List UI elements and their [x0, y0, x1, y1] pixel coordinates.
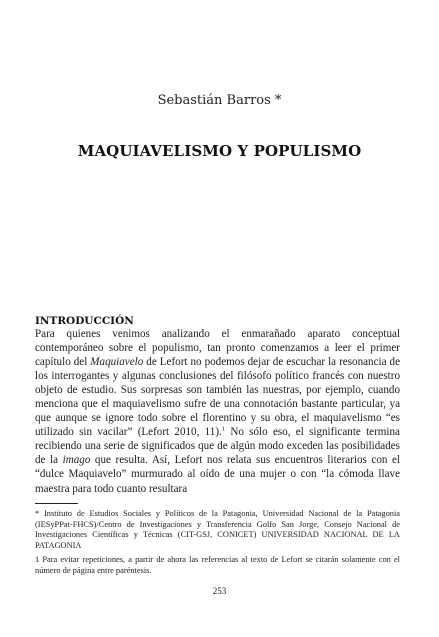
section-heading: INTRODUCCIÓN	[35, 315, 134, 327]
body-text	[35, 327, 400, 496]
paragraph	[35, 327, 400, 496]
footnote-1: 1 Para evitar repeticiones, a partir de ahora las referencias al texto de Lefort se citarán solamente con el número de página entre paréntesis.	[35, 555, 400, 575]
footnote-affiliation: * Instituto de Estudios Sociales y Políticos de la Patagonia, Universidad Nacional de la Patagonia (IESyPPat-FHCS)/Centro de Investigaciones y Transferencia Golfo San Jorge, Consejo Nacional de Investigaciones Científicas y Técnicas (CIT-GSJ, CONICET) UNIVERSIDAD NACIONAL DE LA PATAGONIA	[35, 509, 400, 550]
italic-term: imago	[62, 454, 91, 467]
text-run: de Lefort no podemos dejar de escuchar la resonancia de los interrogantes y algunas conclusiones del filósofo político francés con nuestro objeto de estudio. Sus sorpresas son también las nuestras, por ejemplo, cuando menciona que el maquiavelismo sufre de una connotación bastante particular, ya que aunque se ignore todo sobre el florentino y su obra, el maquiavelismo “es utilizado sin vacilar” (Lefort 2010, 11).	[35, 356, 400, 439]
footnote-ref: 1	[221, 425, 226, 433]
italic-book-title: Maquiavelo	[90, 356, 144, 369]
chapter-title: MAQUIAVELISMO Y POPULISMO	[77, 142, 362, 160]
page-number: 253	[212, 586, 227, 596]
text-run: que resulta. Así, Lefort nos relata sus encuentros literarios con el “dulce Maquiavelo” murmurado al oído de una mujer o con “la cómoda llave maestra para todo cuanto resultara	[35, 454, 401, 495]
text-run: Para quienes venimos analizando el enmarañado aparato conceptual contemporáneo sobre el populismo, tan pronto comenzamos a leer el primer capítulo del	[35, 328, 400, 369]
author-name: Sebastián Barros *	[157, 93, 282, 108]
footnote-divider	[35, 503, 78, 504]
footnotes	[35, 509, 400, 581]
text-run: No sólo eso, el significante termina recibiendo una serie de significados que de algún modo exceden las posibilidades de la	[35, 426, 400, 467]
